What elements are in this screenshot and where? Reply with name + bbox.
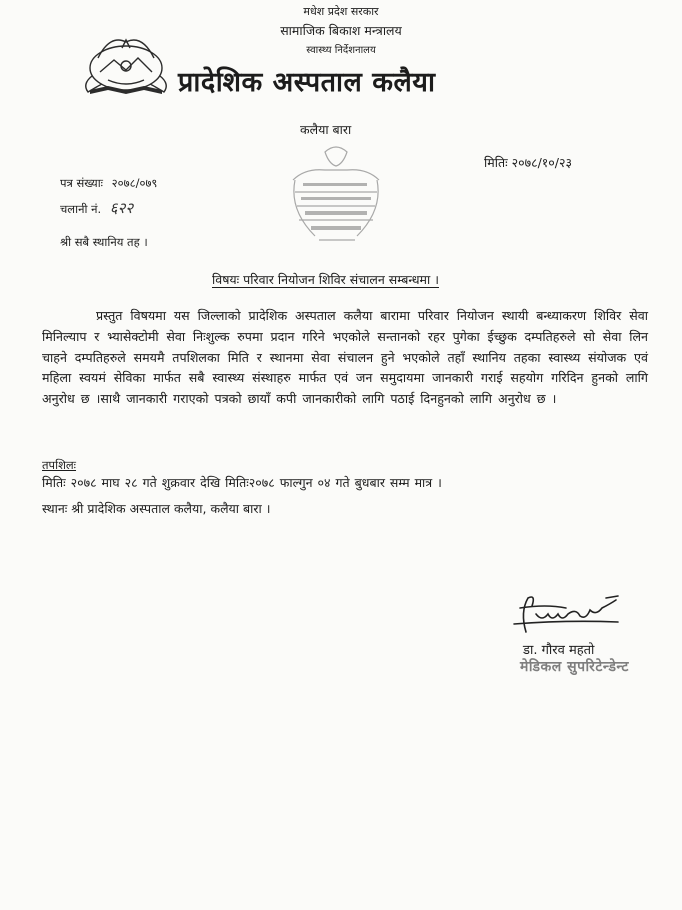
dispatch-number-label: चलानी नं. <box>60 202 102 216</box>
letterhead-province: मधेश प्रदेश सरकार <box>303 5 379 18</box>
dispatch-number-row <box>60 198 133 218</box>
letterhead-ministry: सामाजिक बिकाश मन्त्रालय <box>280 23 402 38</box>
office-stamp-icon <box>285 140 387 252</box>
letterhead-directorate: स्वास्थ्य निर्देशनालय <box>306 45 376 56</box>
details-place-line: स्थानः श्री प्रादेशिक अस्पताल कलैया, कलैया बारा । <box>42 501 271 516</box>
details-heading: तपशिलः <box>42 458 77 472</box>
addressee: श्री सबै स्थानिय तह । <box>60 235 148 249</box>
body-paragraph: प्रस्तुत विषयमा यस जिल्लाको प्रादेशिक अस्पताल कलैया बारामा परिवार नियोजन स्थायी बन्ध्याकरण शिविर सेवा मिनिल्याप र भ्यासेक्टोमी सेवा निःशुल्क रुपमा प्रदान गरिने भएकोले सन्तानको रहर पुगेका ईच्छुक दम्पतिहरुले सो सेवा लिन चाहने दम्पतिहरुले समयमै तपशिलका मिति र स्थानमा सेवा संचालन हुने भएकोले तहाँ स्थानिय तहका स्वास्थ्य संयोजक एवं महिला स्वयमं सेविका मार्फत सबै स्वास्थ्य संस्थाहरु मार्फत एवं जन समुदायमा जानकारी गराई सहयोग गरिदिन हुनको लागि अनुरोध छ ।साथै जानकारी गराएको पत्रको छायाँ कपी जानकारीको लागि पठाई दिनहुनको लागि अनुरोध छ । <box>42 308 648 407</box>
reference-number-value: २०७८/०७९ <box>111 176 158 190</box>
hospital-name: प्रादेशिक अस्पताल कलैया <box>178 67 436 98</box>
details-date-line: मितिः २०७८ माघ २८ गते शुक्रवार देखि मितिः२०७८ फाल्गुन ०४ गते बुधबार सम्म मात्र । <box>42 475 442 490</box>
reference-number-row <box>60 176 157 191</box>
letter-date: मितिः २०७८/१०/२३ <box>484 155 572 170</box>
signatory-designation-stamp: मेडिकल सुपरिटेन्डेन्ट <box>520 659 629 675</box>
reference-number-label: पत्र संख्याः <box>60 176 104 190</box>
subject-line: विषयः परिवार नियोजन शिविर संचालन सम्बन्धमा । <box>212 272 439 287</box>
hospital-location: कलैया बारा <box>300 122 352 137</box>
signatory-name: डा. गौरव महतो <box>523 643 595 658</box>
dispatch-number-value: ६२२ <box>109 199 134 217</box>
signature-icon <box>506 592 626 636</box>
